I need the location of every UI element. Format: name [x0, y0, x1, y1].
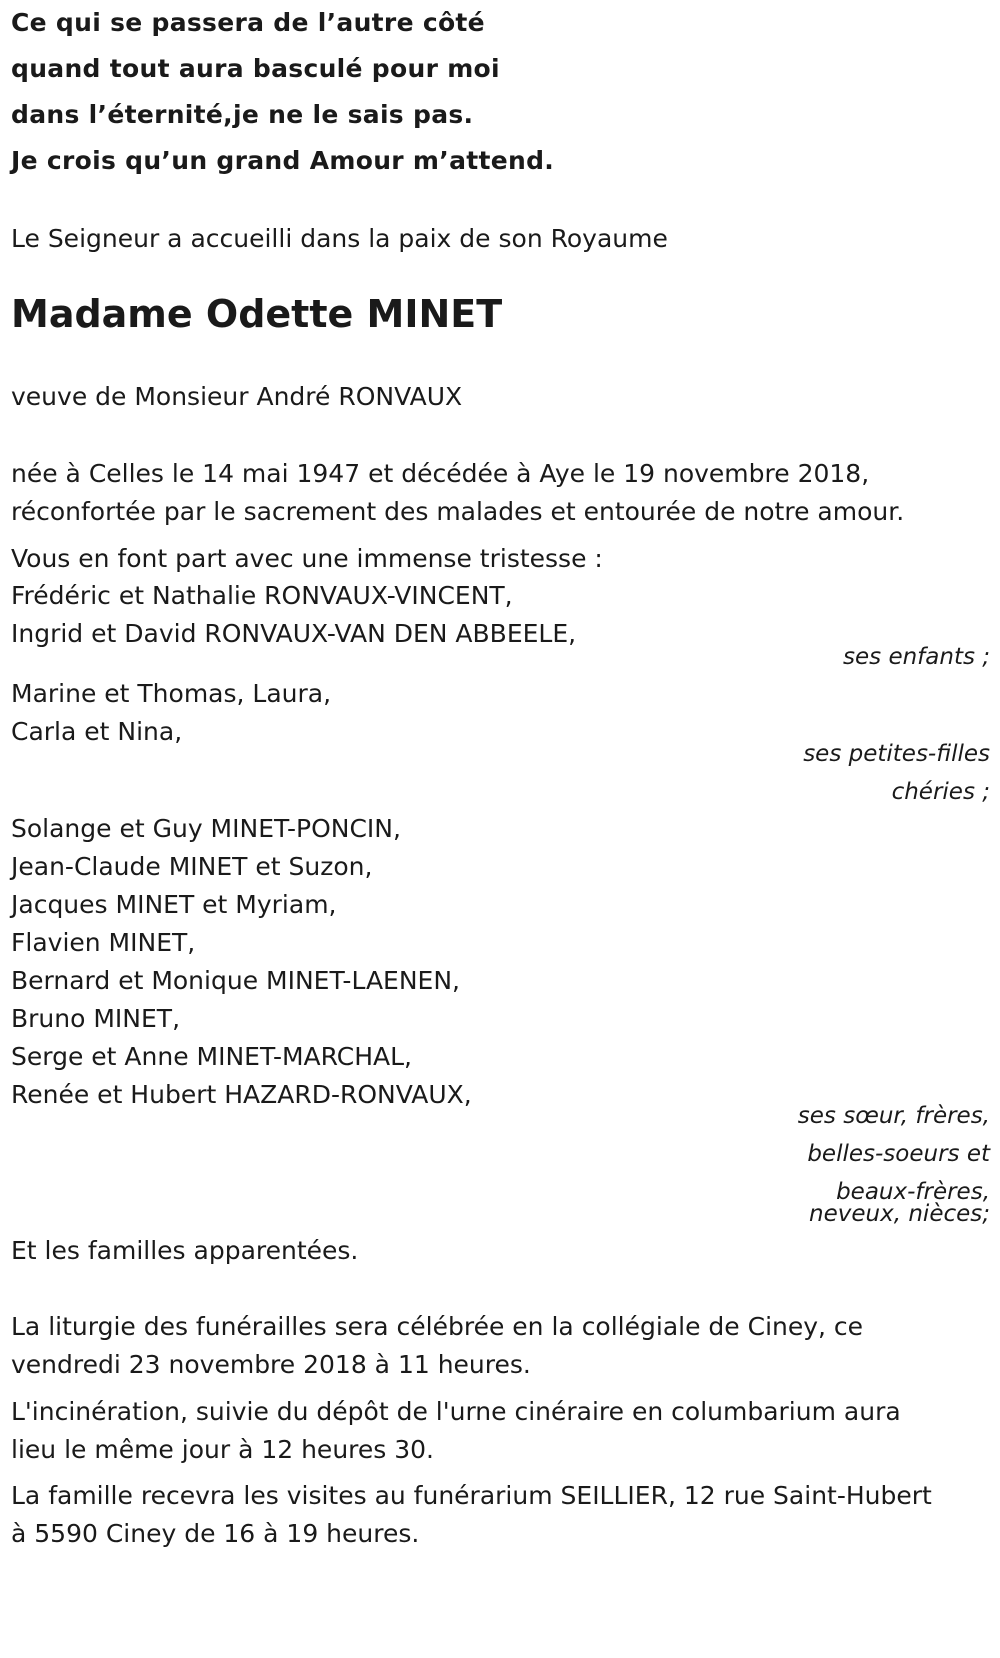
- funeral-line-2: vendredi 23 novembre 2018 à 11 heures.: [11, 1350, 531, 1379]
- poem-line-4: Je crois qu’un grand Amour m’attend.: [11, 146, 555, 175]
- poem-line-2: quand tout aura basculé pour moi: [11, 54, 500, 83]
- announcement-text: Vous en font part avec une immense tristesse :: [11, 544, 603, 573]
- sibling-name-1: Solange et Guy MINET-PONCIN,: [11, 814, 401, 843]
- siblings-role-line-2: belles-soeurs et: [807, 1141, 990, 1167]
- poem-line-1: Ce qui se passera de l’autre côté: [11, 8, 485, 37]
- birth-death-line-1: née à Celles le 14 mai 1947 et décédée à Aye le 19 novembre 2018,: [11, 459, 870, 488]
- sibling-name-7: Serge et Anne MINET-MARCHAL,: [11, 1042, 413, 1071]
- sibling-name-8: Renée et Hubert HAZARD-RONVAUX,: [11, 1080, 472, 1109]
- widow-of: veuve de Monsieur André RONVAUX: [11, 382, 463, 411]
- grandchild-name-2: Carla et Nina,: [11, 717, 183, 746]
- sibling-name-4: Flavien MINET,: [11, 928, 196, 957]
- child-name-2: Ingrid et David RONVAUX-VAN DEN ABBEELE,: [11, 619, 577, 648]
- visits-line-1: La famille recevra les visites au funérarium SEILLIER, 12 rue Saint-Hubert: [11, 1481, 932, 1510]
- sibling-name-5: Bernard et Monique MINET-LAENEN,: [11, 966, 460, 995]
- families-text: Et les familles apparentées.: [11, 1236, 359, 1265]
- siblings-role-line-4: neveux, nièces;: [809, 1201, 990, 1227]
- birth-death-line-2: réconfortée par le sacrement des malades et entourée de notre amour.: [11, 497, 905, 526]
- sibling-name-3: Jacques MINET et Myriam,: [11, 890, 337, 919]
- deceased-name: Madame Odette MINET: [11, 292, 503, 336]
- visits-line-2: à 5590 Ciney de 16 à 19 heures.: [11, 1519, 420, 1548]
- cremation-line-2: lieu le même jour à 12 heures 30.: [11, 1435, 434, 1464]
- children-role: ses enfants ;: [843, 644, 990, 670]
- intro-text: Le Seigneur a accueilli dans la paix de son Royaume: [11, 224, 668, 253]
- grandchildren-role-line-2: chéries ;: [891, 779, 990, 805]
- sibling-name-2: Jean-Claude MINET et Suzon,: [11, 852, 373, 881]
- siblings-role-line-1: ses sœur, frères,: [797, 1103, 990, 1129]
- poem-line-3: dans l’éternité,je ne le sais pas.: [11, 100, 474, 129]
- grandchild-name-1: Marine et Thomas, Laura,: [11, 679, 332, 708]
- grandchildren-role-line-1: ses petites-filles: [803, 741, 990, 767]
- sibling-name-6: Bruno MINET,: [11, 1004, 181, 1033]
- funeral-line-1: La liturgie des funérailles sera célébrée en la collégiale de Ciney, ce: [11, 1312, 864, 1341]
- cremation-line-1: L'incinération, suivie du dépôt de l'urne cinéraire en columbarium aura: [11, 1397, 901, 1426]
- siblings-role-line-3: beaux-frères,: [836, 1179, 990, 1205]
- child-name-1: Frédéric et Nathalie RONVAUX-VINCENT,: [11, 581, 513, 610]
